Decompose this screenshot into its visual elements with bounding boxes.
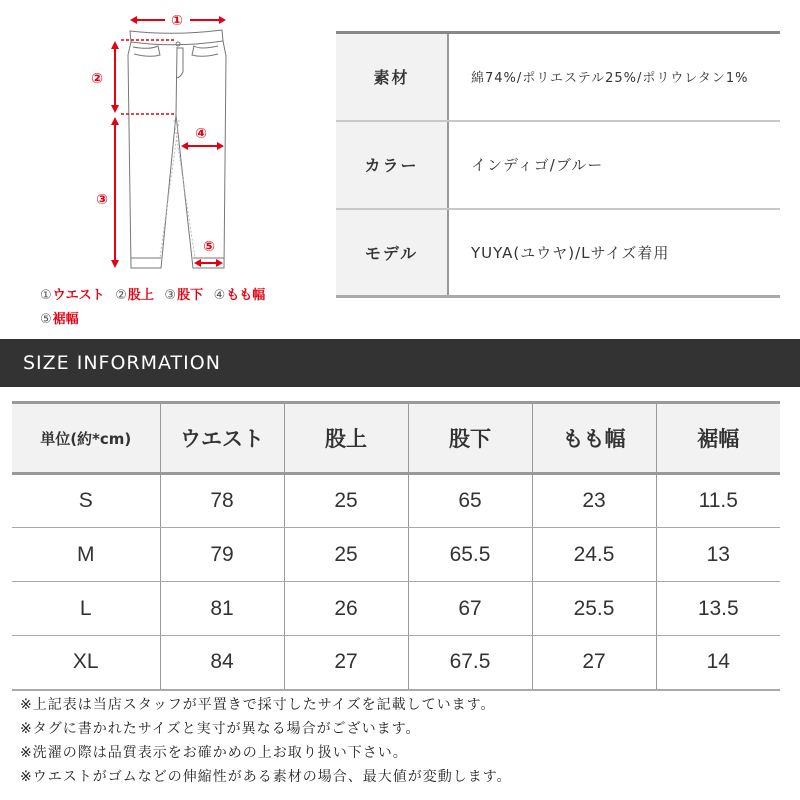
table-row [12, 582, 780, 636]
cell: 25.5 [532, 582, 656, 636]
size-label: S [12, 474, 160, 528]
marker-hem: ⑤ [203, 239, 215, 255]
cell: 27 [532, 636, 656, 690]
marker-inseam: ③ [96, 192, 108, 208]
note: ※洗濯の際は品質表示をお確かめの上お取り扱い下さい。 [20, 745, 408, 761]
cell: 11.5 [656, 474, 780, 528]
cell: 65 [408, 474, 532, 528]
cell: 67 [408, 582, 532, 636]
table-row [12, 636, 780, 690]
header-thigh: もも幅 [532, 403, 656, 474]
marker-waist: ① [171, 13, 183, 29]
spec-value: インディゴ/ブルー [448, 121, 780, 209]
product-spec-table [336, 31, 780, 298]
size-table-header [12, 403, 780, 474]
note: ※上記表は当店スタッフが平置きで採寸したサイズを記載しています。 [20, 697, 496, 713]
cell: 23 [532, 474, 656, 528]
spec-row-color [336, 121, 780, 209]
cell: 27 [284, 636, 408, 690]
cell: 67.5 [408, 636, 532, 690]
note: ※タグに書かれたサイズと実寸が異なる場合がございます。 [20, 721, 421, 737]
cell: 14 [656, 636, 780, 690]
spec-value: 綿74%/ポリエステル25%/ポリウレタン1% [448, 33, 780, 121]
header-hem: 裾幅 [656, 403, 780, 474]
cell: 24.5 [532, 528, 656, 582]
header-waist: ウエスト [160, 403, 284, 474]
measurement-legend [40, 284, 320, 332]
legend-item-waist: ①ウエスト [40, 288, 105, 303]
size-information-banner: SIZE INFORMATION [0, 339, 800, 387]
header-unit: 単位(約*cm) [12, 403, 160, 474]
measurement-diagram [0, 0, 320, 330]
marker-thigh: ④ [195, 126, 207, 142]
size-label: M [12, 528, 160, 582]
marker-rise: ② [91, 71, 103, 87]
legend-item-thigh: ④もも幅 [213, 288, 266, 303]
cell: 25 [284, 474, 408, 528]
legend-item-rise: ②股上 [115, 288, 154, 303]
cell: 79 [160, 528, 284, 582]
spec-value: YUYA(ユウヤ)/Lサイズ着用 [448, 209, 780, 297]
cell: 25 [284, 528, 408, 582]
cell: 26 [284, 582, 408, 636]
size-label: XL [12, 636, 160, 690]
cell: 65.5 [408, 528, 532, 582]
spec-row-model [336, 209, 780, 297]
table-row [12, 474, 780, 528]
note: ※ウエストがゴムなどの伸縮性がある素材の場合、最大値が変動します。 [20, 769, 512, 785]
cell: 78 [160, 474, 284, 528]
legend-item-inseam: ③股下 [164, 288, 204, 303]
cell: 81 [160, 582, 284, 636]
header-inseam: 股下 [408, 403, 532, 474]
spec-row-material [336, 33, 780, 121]
cell: 84 [160, 636, 284, 690]
size-notes [20, 693, 512, 789]
legend-item-hem: ⑤裾幅 [40, 312, 79, 327]
pants-illustration-icon [0, 0, 320, 280]
cell: 13 [656, 528, 780, 582]
size-label: L [12, 582, 160, 636]
spec-key: カラー [336, 121, 448, 209]
size-table [12, 401, 780, 691]
table-row [12, 528, 780, 582]
header-rise: 股上 [284, 403, 408, 474]
spec-key: 素材 [336, 33, 448, 121]
cell: 13.5 [656, 582, 780, 636]
spec-key: モデル [336, 209, 448, 297]
